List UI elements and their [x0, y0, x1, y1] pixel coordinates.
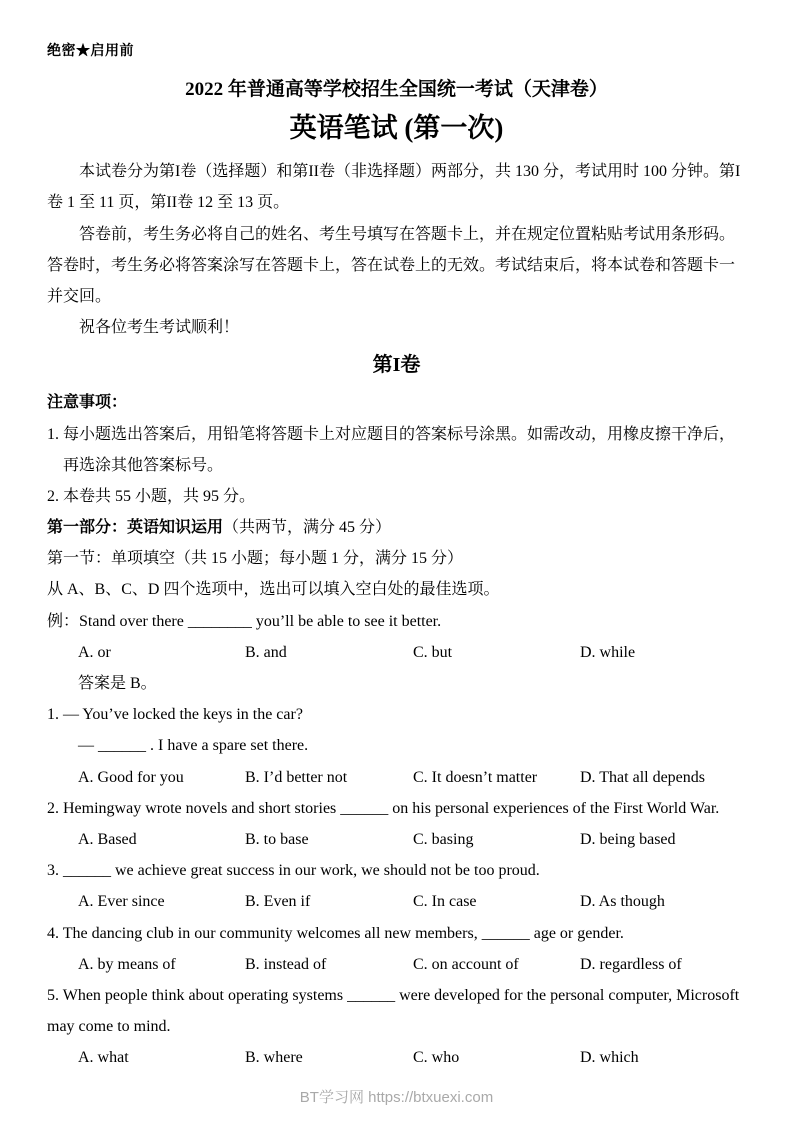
example-option-a: A. or [78, 643, 111, 661]
question-stem: 5. When people think about operating systems ______ were developed for the personal computer, Microsoft may come to mind. [47, 986, 740, 1036]
example-options [47, 637, 746, 668]
option-b: B. I’d better not [245, 768, 348, 786]
option-a: A. Based [78, 830, 137, 848]
part1-heading-rest: （共两节，满分 45 分） [223, 519, 392, 537]
intro-paragraph-2: 答卷前，考生务必将自己的姓名、考生号填写在答题卡上，并在规定位置粘贴考试用条形码。答卷时，考生务必将答案涂写在答题卡上，答在试卷上的无效。考试结束后，将本试卷和答题卡一并交回。 [47, 225, 736, 305]
option-a: A. what [78, 1049, 129, 1067]
part1-heading [47, 512, 746, 543]
intro-paragraph-1: 本试卷分为第I卷（选择题）和第II卷（非选择题）两部分，共 130 分，考试用时 100 分钟。第I卷 1 至 11 页，第II卷 12 至 13 页。 [47, 163, 741, 212]
part1-heading-bold: 第一部分：英语知识运用 [47, 519, 224, 537]
question-reply-line: — ______ . I have a spare set there. [78, 737, 309, 755]
option-d: D. As though [580, 893, 665, 911]
note-item-1: 1. 每小题选出答案后，用铅笔将答题卡上对应题目的答案标号涂黑。如需改动，用橡皮擦干净后，再选涂其他答案标号。 [47, 425, 736, 474]
exam-title: 2022 年普通高等学校招生全国统一考试（天津卷） [185, 78, 608, 100]
question-options [47, 1042, 746, 1073]
subsection-heading: 第一节：单项填空（共 15 小题；每小题 1 分，满分 15 分） [47, 550, 464, 568]
option-b: B. Even if [245, 893, 311, 911]
question-block [47, 980, 746, 1074]
notes-title: 注意事项： [47, 394, 128, 412]
intro-paragraph-3: 祝各位考生考试顺利！ [79, 319, 240, 337]
classification-label: 绝密★启用前 [47, 44, 134, 59]
instruction-text: 从 A、B、C、D 四个选项中，选出可以填入空白处的最佳选项。 [47, 581, 500, 599]
question-stem: 3. ______ we achieve great success in our work, we should not be too proud. [47, 862, 540, 880]
question-block [47, 918, 746, 980]
question-options [47, 886, 746, 917]
option-c: C. basing [413, 830, 474, 848]
example-option-b: B. and [245, 643, 287, 661]
question-options [47, 762, 746, 793]
option-a: A. by means of [78, 955, 176, 973]
question-stem: 2. Hemingway wrote novels and short stories ______ on his personal experiences of the First World War. [47, 799, 720, 817]
option-b: B. to base [245, 830, 309, 848]
option-c: C. In case [413, 893, 477, 911]
option-d: D. regardless of [580, 955, 682, 973]
note-item-2: 2. 本卷共 55 小题，共 95 分。 [47, 487, 256, 505]
example-stem: 例：Stand over there ________ you’ll be able to see it better. [47, 612, 442, 630]
option-a: A. Good for you [78, 768, 184, 786]
question-stem: 4. The dancing club in our community welcomes all new members, ______ age or gender. [47, 924, 624, 942]
option-c: C. who [413, 1049, 460, 1067]
question-stem: 1. — You’ve locked the keys in the car? [47, 706, 303, 724]
option-c: C. on account of [413, 955, 519, 973]
option-d: D. which [580, 1049, 639, 1067]
option-c: C. It doesn’t matter [413, 768, 538, 786]
example-option-c: C. but [413, 643, 453, 661]
option-a: A. Ever since [78, 893, 165, 911]
question-options [47, 949, 746, 980]
option-b: B. instead of [245, 955, 327, 973]
question-options [47, 824, 746, 855]
question-block [47, 855, 746, 917]
question-block [47, 699, 746, 793]
question-block [47, 793, 746, 855]
section1-heading: 第I卷 [372, 354, 421, 377]
exam-subtitle: 英语笔试 (第一次) [289, 113, 504, 144]
footer-watermark: BT学习网 https://btxuexi.com [299, 1089, 494, 1106]
option-b: B. where [245, 1049, 303, 1067]
example-answer: 答案是 B。 [78, 675, 157, 693]
option-d: D. being based [580, 830, 676, 848]
option-d: D. That all depends [580, 768, 706, 786]
example-option-d: D. while [580, 643, 636, 661]
